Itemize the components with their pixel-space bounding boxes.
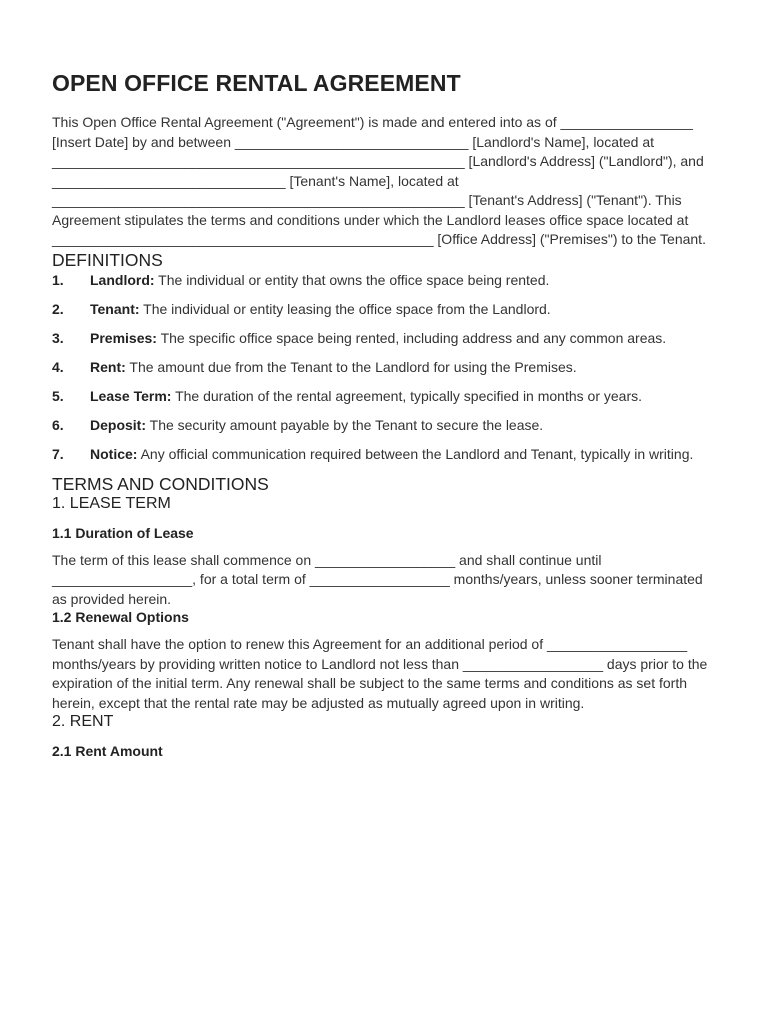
rent-heading: 2. RENT	[52, 713, 114, 730]
definition-text	[90, 358, 577, 378]
definition-text	[90, 300, 551, 320]
definition-number: 3.	[52, 329, 64, 346]
definition-text	[90, 416, 543, 436]
definition-description: Any official communication required between the Landlord and Tenant, typically in writing.	[137, 445, 694, 462]
intro-paragraph: This Open Office Rental Agreement ("Agreement") is made and entered into as of _________________ [Insert Date] by and between ______________________________ [Landlord's Name], located at _____________________________________________________ [Landlord's Address] ("Landlord"), and ______________________________ [Tenant's Name], located at _____________________________________________________ [Tenant's Address] ("Tenant"). This Agreement stipulates the terms and conditions under which the Landlord leases office space located at _________________________________________________ [Office Address] ("Premises") to the Tenant.	[52, 114, 706, 247]
terms-heading: TERMS AND CONDITIONS	[52, 473, 269, 494]
definition-item	[52, 358, 718, 378]
definition-number: 2.	[52, 300, 64, 317]
definition-item	[52, 387, 718, 407]
duration-heading: 1.1 Duration of Lease	[52, 524, 194, 541]
rent-amount-heading: 2.1 Rent Amount	[52, 743, 163, 759]
definition-description: The specific office space being rented, including address and any common areas.	[156, 329, 667, 346]
document-title: OPEN OFFICE RENTAL AGREEMENT	[52, 70, 461, 96]
definition-description: The security amount payable by the Tenant to secure the lease.	[146, 416, 544, 433]
definition-term: Notice:	[90, 445, 138, 462]
lease-term-heading: 1. LEASE TERM	[52, 494, 171, 512]
definition-number: 1.	[52, 271, 64, 288]
definition-item	[52, 329, 718, 349]
definition-text	[90, 387, 642, 407]
definitions-heading: DEFINITIONS	[52, 249, 163, 270]
definition-description: The individual or entity leasing the office space from the Landlord.	[139, 300, 551, 317]
definition-description: The duration of the rental agreement, typically specified in months or years.	[171, 387, 642, 404]
definition-number: 4.	[52, 358, 64, 375]
definition-item	[52, 416, 718, 436]
definition-item	[52, 271, 718, 291]
definition-term: Tenant:	[90, 300, 140, 317]
definition-term: Landlord:	[90, 271, 155, 288]
duration-paragraph: The term of this lease shall commence on __________________ and shall continue until __________________, for a total term of __________________ months/years, unless sooner terminated as provided herein.	[52, 551, 703, 607]
definition-number: 5.	[52, 387, 64, 404]
definition-item	[52, 300, 718, 320]
definition-description: The amount due from the Tenant to the Landlord for using the Premises.	[125, 358, 577, 375]
definition-description: The individual or entity that owns the office space being rented.	[154, 271, 550, 288]
definition-text	[90, 329, 666, 349]
definition-text	[90, 445, 693, 465]
definition-item	[52, 445, 718, 465]
definition-text	[90, 271, 549, 291]
renewal-paragraph: Tenant shall have the option to renew this Agreement for an additional period of __________________ months/years by providing written notice to Landlord not less than __________________ days prior to the expiration of the initial term. Any renewal shall be subject to the same terms and conditions as set forth herein, except that the rental rate may be adjusted as mutually agreed upon in writing.	[52, 636, 708, 711]
definition-term: Rent:	[90, 358, 126, 375]
definition-term: Deposit:	[90, 416, 146, 433]
renewal-heading: 1.2 Renewal Options	[52, 609, 189, 625]
definition-number: 6.	[52, 416, 64, 433]
definition-term: Lease Term:	[90, 387, 172, 404]
definitions-list	[52, 271, 718, 465]
definition-term: Premises:	[90, 329, 157, 346]
definition-number: 7.	[52, 445, 64, 462]
